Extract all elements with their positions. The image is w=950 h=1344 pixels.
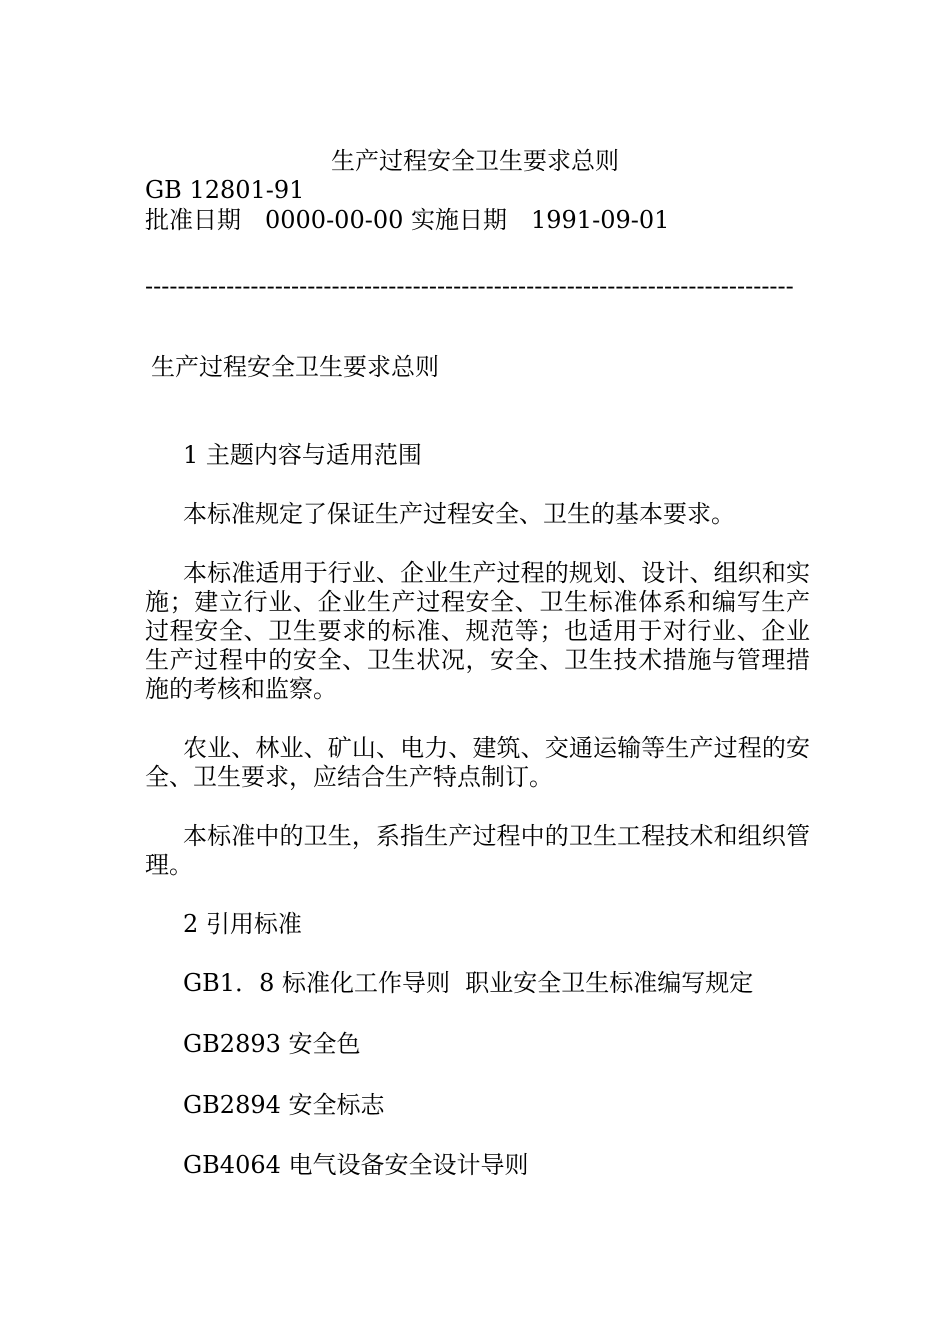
section-1-paragraph-2: 本标准适用于行业、企业生产过程的规划、设计、组织和实施；建立行业、企业生产过程安全、卫生标准体系和编写生产过程安全、卫生要求的标准、规范等；也适用于对行业、企业生产过程中的安全、卫生状况，安全、卫生技术措施与管理措施的考核和监察。 <box>145 559 810 703</box>
separator-rule: -------------------------------------------------------------------------------- <box>145 272 794 300</box>
section-1-paragraph-3: 农业、林业、矿山、电力、建筑、交通运输等生产过程的安全、卫生要求，应结合生产特点制订。 <box>145 734 810 791</box>
dates-line: 批准日期 0000-00-00 实施日期 1991-09-01 <box>145 206 670 234</box>
standard-number: GB 12801-91 <box>145 176 305 204</box>
section-1-heading: 1 主题内容与适用范围 <box>183 441 422 469</box>
reference-item: GB4064 电气设备安全设计导则 <box>183 1151 529 1179</box>
reference-item: GB2894 安全标志 <box>183 1091 385 1119</box>
document-title: 生产过程安全卫生要求总则 <box>331 147 619 175</box>
section-2-heading: 2 引用标准 <box>183 910 302 938</box>
reference-item: GB2893 安全色 <box>183 1030 361 1058</box>
section-1-paragraph-4: 本标准中的卫生，系指生产过程中的卫生工程技术和组织管理。 <box>145 822 810 879</box>
document-subtitle: 生产过程安全卫生要求总则 <box>151 353 439 381</box>
section-1-paragraph-1: 本标准规定了保证生产过程安全、卫生的基本要求。 <box>183 500 735 528</box>
reference-item: GB1．8 标准化工作导则 职业安全卫生标准编写规定 <box>183 969 754 997</box>
